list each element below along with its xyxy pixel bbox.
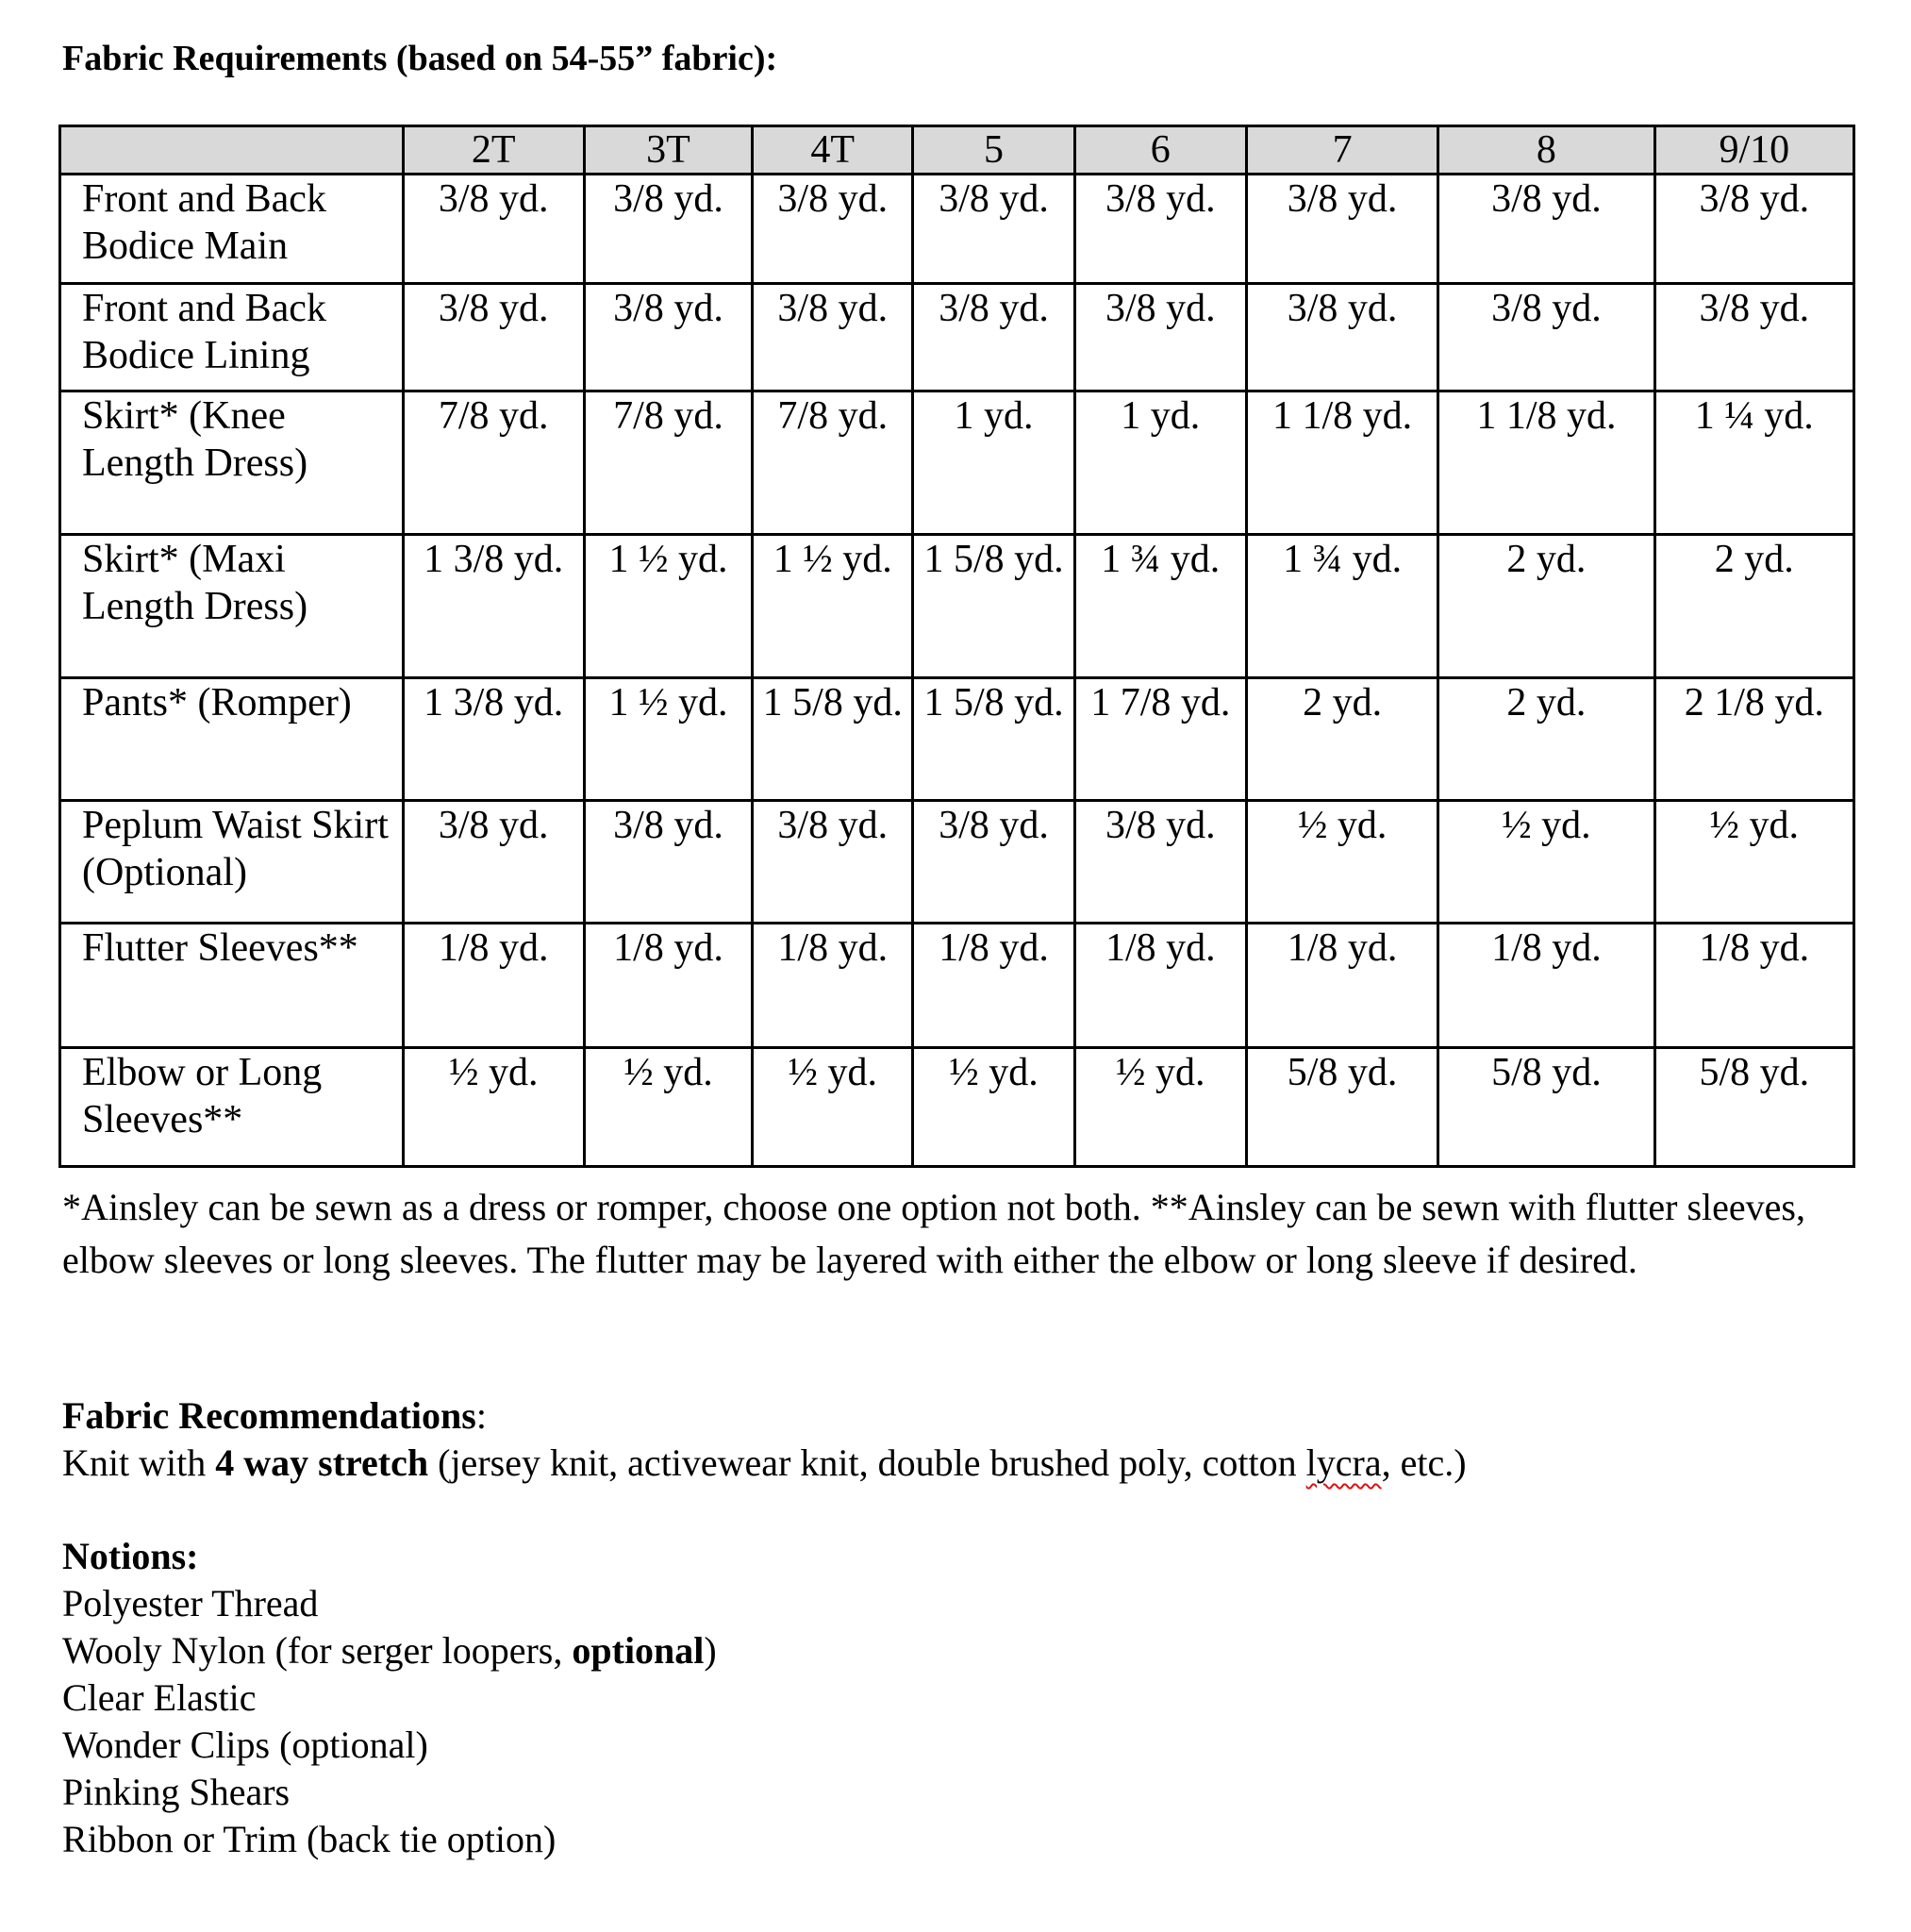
spellcheck-flagged-word[interactable]: lycra: [1305, 1441, 1382, 1484]
table-cell: 3/8 yd.: [913, 801, 1074, 924]
list-item: Clear Elastic: [62, 1676, 257, 1719]
table-cell: 1 3/8 yd.: [403, 678, 584, 801]
table-cell: 3/8 yd.: [584, 801, 752, 924]
list-item: Ribbon or Trim (back tie option): [62, 1818, 557, 1860]
table-cell: 1/8 yd.: [403, 924, 584, 1048]
table-cell: 7/8 yd.: [403, 391, 584, 535]
row-label: Front and Back Bodice Lining: [60, 284, 404, 391]
notions-section: [62, 1533, 717, 1863]
table-cell: 3/8 yd.: [1074, 801, 1246, 924]
table-cell: 1 5/8 yd.: [913, 678, 1074, 801]
table-cell: 2 yd.: [1438, 678, 1654, 801]
table-row: [60, 1048, 1854, 1167]
table-row: [60, 801, 1854, 924]
table-cell: ½ yd.: [403, 1048, 584, 1167]
table-cell: 1 ½ yd.: [753, 535, 913, 678]
table-cell: 2 yd.: [1438, 535, 1654, 678]
table-cell: 1/8 yd.: [753, 924, 913, 1048]
table-cell: 2 yd.: [1246, 678, 1437, 801]
table-cell: 3/8 yd.: [1246, 175, 1437, 284]
table-cell: ½ yd.: [753, 1048, 913, 1167]
table-cell: 1 5/8 yd.: [753, 678, 913, 801]
table-cell: 5/8 yd.: [1246, 1048, 1437, 1167]
size-header: 7: [1246, 126, 1437, 175]
table-cell: 3/8 yd.: [1654, 284, 1853, 391]
row-label: Flutter Sleeves**: [60, 924, 404, 1048]
table-cell: 1/8 yd.: [584, 924, 752, 1048]
table-cell: 1/8 yd.: [913, 924, 1074, 1048]
page-title: Fabric Requirements (based on 54-55” fabric):: [62, 39, 778, 78]
table-cell: 2 1/8 yd.: [1654, 678, 1853, 801]
table-cell: 1 yd.: [913, 391, 1074, 535]
list-item: [62, 1627, 717, 1674]
table-row: [60, 284, 1854, 391]
table-cell: 3/8 yd.: [403, 801, 584, 924]
table-cell: 1 yd.: [1074, 391, 1246, 535]
table-cell: 1 ½ yd.: [584, 535, 752, 678]
table-cell: ½ yd.: [584, 1048, 752, 1167]
row-label: Elbow or Long Sleeves**: [60, 1048, 404, 1167]
recommendations-suffix: , etc.): [1381, 1441, 1467, 1484]
size-header: 3T: [584, 126, 752, 175]
fabric-requirements-table: [58, 125, 1855, 1168]
table-row: [60, 175, 1854, 284]
table-cell: 3/8 yd.: [753, 175, 913, 284]
table-row: [60, 924, 1854, 1048]
size-header: 6: [1074, 126, 1246, 175]
table-cell: 1/8 yd.: [1246, 924, 1437, 1048]
size-header: 9/10: [1654, 126, 1853, 175]
size-header-row: [60, 126, 1854, 175]
table-cell: 1/8 yd.: [1654, 924, 1853, 1048]
table-cell: 7/8 yd.: [584, 391, 752, 535]
table-row: [60, 535, 1854, 678]
table-cell: ½ yd.: [1438, 801, 1654, 924]
table-cell: 3/8 yd.: [403, 175, 584, 284]
size-header: 8: [1438, 126, 1654, 175]
header-blank-cell: [60, 126, 404, 175]
recommendations-middle: (jersey knit, activewear knit, double brushed poly, cotton: [428, 1441, 1306, 1484]
table-row: [60, 391, 1854, 535]
row-label: Skirt* (Maxi Length Dress): [60, 535, 404, 678]
table-cell: 3/8 yd.: [1246, 284, 1437, 391]
size-header: 5: [913, 126, 1074, 175]
size-header: 4T: [753, 126, 913, 175]
table-cell: 3/8 yd.: [753, 801, 913, 924]
row-label: Skirt* (Knee Length Dress): [60, 391, 404, 535]
list-item: Polyester Thread: [62, 1582, 319, 1624]
recommendations-heading-line: [62, 1392, 1467, 1440]
table-cell: ½ yd.: [1654, 801, 1853, 924]
notions-heading: Notions:: [62, 1535, 199, 1577]
table-cell: 3/8 yd.: [1438, 284, 1654, 391]
recommendations-line: [62, 1440, 1467, 1487]
recommendations-heading-colon: :: [475, 1394, 487, 1437]
table-cell: 3/8 yd.: [1074, 175, 1246, 284]
table-cell: 3/8 yd.: [753, 284, 913, 391]
table-cell: ½ yd.: [1074, 1048, 1246, 1167]
table-cell: ½ yd.: [913, 1048, 1074, 1167]
table-cell: 3/8 yd.: [403, 284, 584, 391]
table-cell: 3/8 yd.: [1654, 175, 1853, 284]
table-cell: 1 ¼ yd.: [1654, 391, 1853, 535]
fabric-recommendations: [62, 1392, 1467, 1487]
table-cell: 1 5/8 yd.: [913, 535, 1074, 678]
table-cell: 1 ¾ yd.: [1074, 535, 1246, 678]
table-cell: 1 ¾ yd.: [1246, 535, 1437, 678]
table-cell: 1 1/8 yd.: [1438, 391, 1654, 535]
table-cell: 3/8 yd.: [1438, 175, 1654, 284]
row-label: Peplum Waist Skirt (Optional): [60, 801, 404, 924]
size-header: 2T: [403, 126, 584, 175]
list-item-close: ): [704, 1629, 717, 1672]
table-cell: 1/8 yd.: [1438, 924, 1654, 1048]
table-cell: 3/8 yd.: [913, 284, 1074, 391]
list-item-text: Wooly Nylon (for serger loopers,: [62, 1629, 573, 1672]
table-cell: 5/8 yd.: [1654, 1048, 1853, 1167]
table-cell: 2 yd.: [1654, 535, 1853, 678]
list-item: Wonder Clips (optional): [62, 1724, 428, 1766]
footnote: *Ainsley can be sewn as a dress or romper, choose one option not both. **Ainsley can be sewn with flutter sleeves, elbow sleeves or long sleeves. The flutter may be layered with either the elbow or long sleeve if desired.: [62, 1186, 1805, 1281]
table-cell: 3/8 yd.: [1074, 284, 1246, 391]
table-cell: 3/8 yd.: [584, 284, 752, 391]
row-label: Front and Back Bodice Main: [60, 175, 404, 284]
table-cell: 7/8 yd.: [753, 391, 913, 535]
list-item: Pinking Shears: [62, 1771, 291, 1813]
optional-emphasis: optional: [572, 1629, 705, 1672]
table-cell: 3/8 yd.: [584, 175, 752, 284]
recommendations-prefix: Knit with: [62, 1441, 216, 1484]
recommendations-heading: Fabric Recommendations: [62, 1394, 476, 1437]
table-row: [60, 678, 1854, 801]
table-cell: 3/8 yd.: [913, 175, 1074, 284]
row-label: Pants* (Romper): [60, 678, 404, 801]
recommendations-bold: 4 way stretch: [215, 1441, 429, 1484]
table-cell: 1 7/8 yd.: [1074, 678, 1246, 801]
table-cell: 1 3/8 yd.: [403, 535, 584, 678]
table-cell: 1/8 yd.: [1074, 924, 1246, 1048]
table-cell: ½ yd.: [1246, 801, 1437, 924]
table-cell: 5/8 yd.: [1438, 1048, 1654, 1167]
table-cell: 1 1/8 yd.: [1246, 391, 1437, 535]
table-cell: 1 ½ yd.: [584, 678, 752, 801]
